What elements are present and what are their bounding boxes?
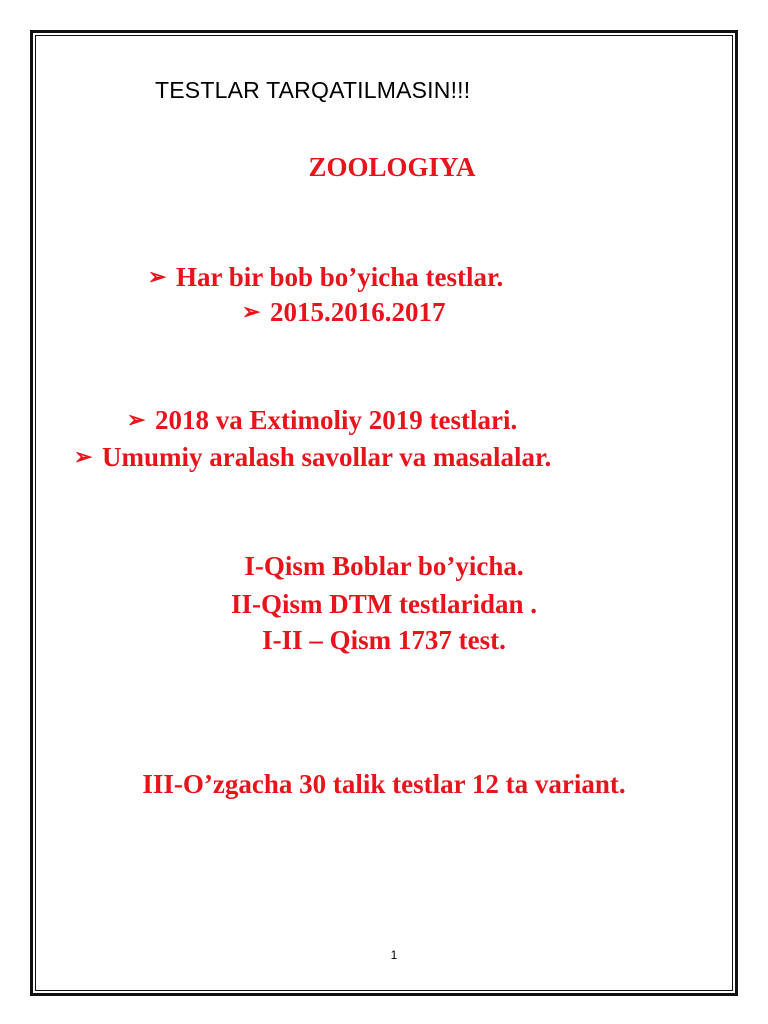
arrow-bullet-icon: ➢ [74, 444, 93, 469]
document-title: ZOOLOGIYA [308, 152, 476, 182]
part-line: II-Qism DTM testlaridan . [231, 589, 537, 619]
bullet-text: 2018 va Extimoliy 2019 testlari. [155, 405, 518, 435]
arrow-bullet-icon: ➢ [148, 264, 167, 289]
extra-variants-line: III-O’zgacha 30 talik testlar 12 ta variant. [142, 769, 626, 799]
bullet-text: Umumiy aralash savollar va masalalar. [102, 442, 552, 472]
bullet-item [148, 262, 503, 293]
bullet-text: Har bir bob bo’yicha testlar. [176, 262, 504, 292]
bullet-text: 2015.2016.2017 [270, 297, 446, 327]
bullet-item [74, 442, 551, 473]
arrow-bullet-icon: ➢ [242, 299, 261, 324]
page-number: 1 [390, 948, 398, 962]
part-line: I-II – Qism 1737 test. [262, 625, 506, 655]
bullet-item [127, 405, 517, 436]
arrow-bullet-icon: ➢ [127, 407, 146, 432]
part-line: I-Qism Boblar bo’yicha. [244, 551, 524, 581]
distribution-notice: TESTLAR TARQATILMASIN!!! [155, 77, 471, 103]
bullet-item [242, 297, 446, 328]
